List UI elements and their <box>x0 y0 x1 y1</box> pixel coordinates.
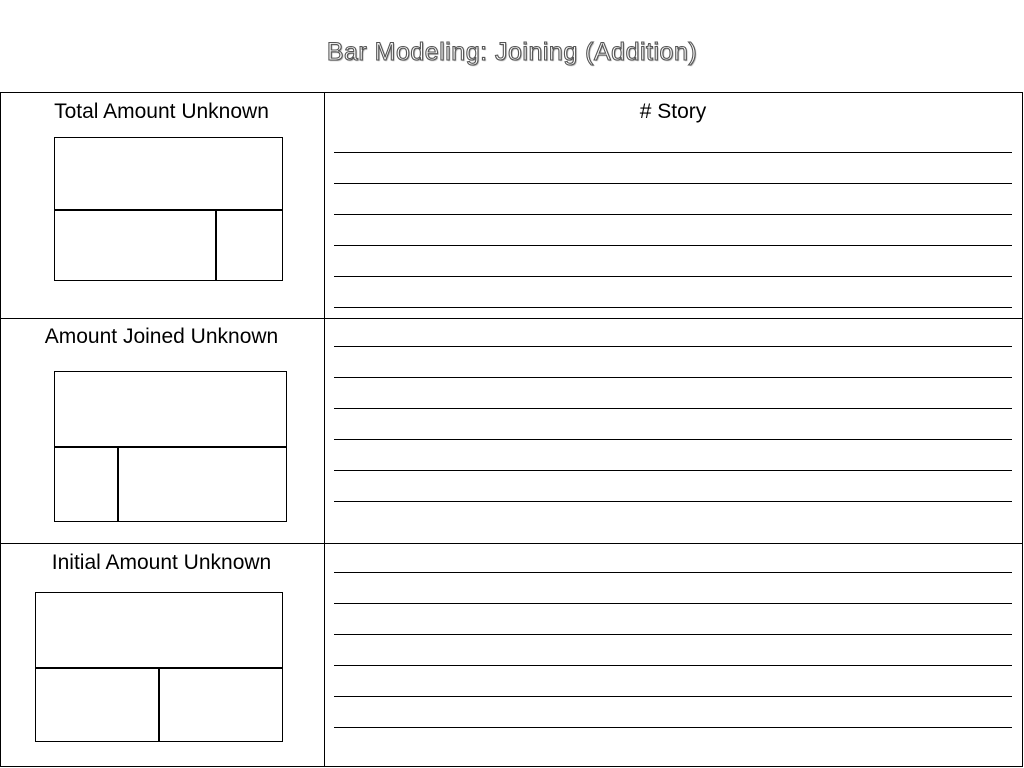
writing-line <box>334 470 1012 471</box>
bar-model-vertical-split <box>215 209 217 281</box>
writing-line <box>334 696 1012 697</box>
story-header: # Story <box>639 100 707 123</box>
writing-line <box>334 501 1012 502</box>
writing-line <box>334 276 1012 277</box>
row-label-initial-amount-unknown: Initial Amount Unknown <box>51 551 272 574</box>
writing-line <box>334 377 1012 378</box>
writing-line <box>334 408 1012 409</box>
bar-model-initial-unknown <box>35 592 283 742</box>
bar-model-total-unknown <box>54 137 283 281</box>
row-divider-1 <box>1 318 1022 319</box>
writing-line <box>334 603 1012 604</box>
writing-line <box>334 245 1012 246</box>
writing-line <box>334 572 1012 573</box>
writing-line <box>334 214 1012 215</box>
writing-line <box>334 307 1012 308</box>
bar-model-vertical-split <box>158 667 160 742</box>
row-divider-2 <box>1 543 1022 544</box>
writing-line <box>334 183 1012 184</box>
row-label-total-amount-unknown: Total Amount Unknown <box>54 100 269 123</box>
page-title: Bar Modeling: Joining (Addition) <box>326 38 698 66</box>
bar-model-horizontal-split <box>55 446 286 448</box>
bar-model-horizontal-split <box>55 209 282 211</box>
writing-line <box>334 634 1012 635</box>
bar-model-vertical-split <box>117 446 119 522</box>
writing-line <box>334 727 1012 728</box>
bar-model-joined-unknown <box>54 371 287 522</box>
column-divider <box>324 93 325 766</box>
row-label-amount-joined-unknown: Amount Joined Unknown <box>44 325 279 348</box>
writing-line <box>334 439 1012 440</box>
writing-line <box>334 152 1012 153</box>
writing-line <box>334 665 1012 666</box>
writing-line <box>334 346 1012 347</box>
